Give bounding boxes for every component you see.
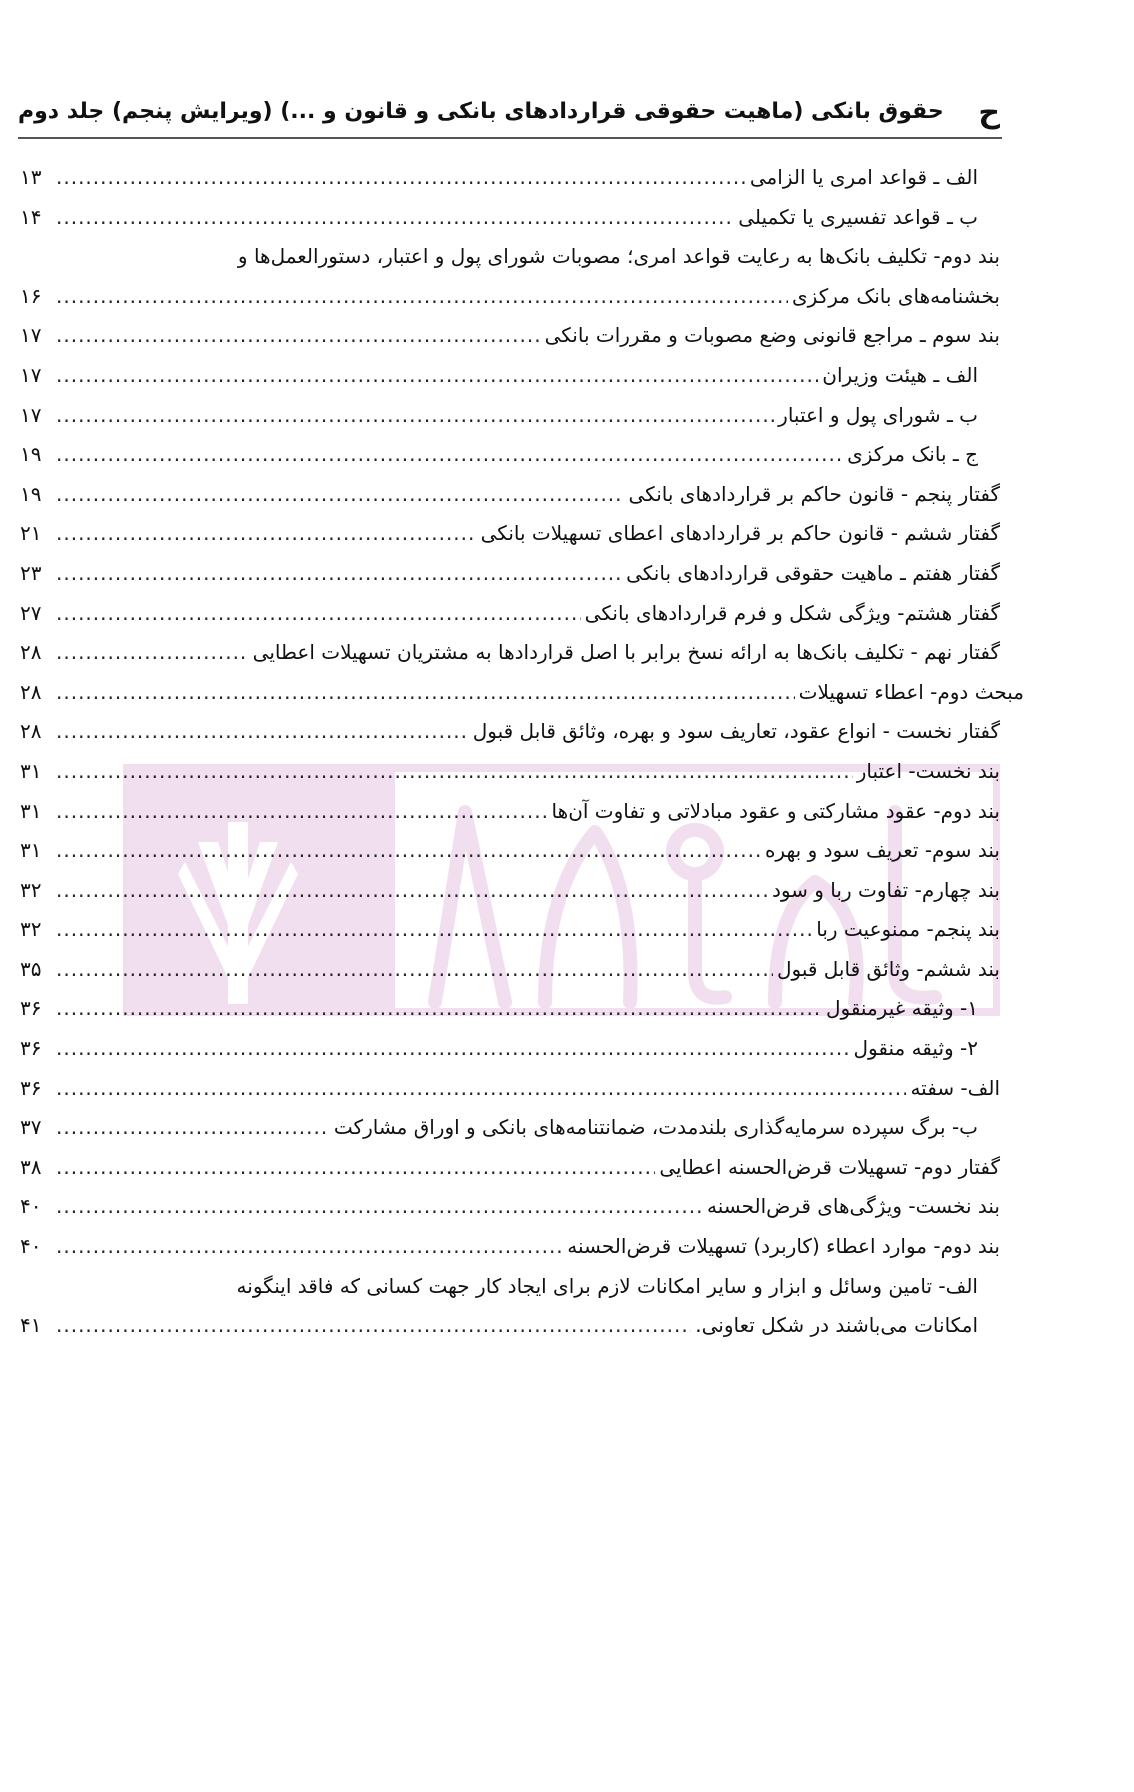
dot-leader <box>56 633 249 673</box>
toc-entry-page: ۱۳ <box>20 165 42 189</box>
toc-entry-title: بند دوم- تکلیف بانک‌ها به رعایت قواعد امری؛ مصوبات شورای پول و اعتبار، دستورالعمل‌ها و <box>237 244 1000 269</box>
toc-entry-title: ب- برگ سپرده سرمایه‌گذاری بلندمدت، ضمانتنامه‌های بانکی و اوراق مشارکت <box>333 1115 978 1140</box>
toc-entry[interactable] <box>20 989 1000 1029</box>
dot-leader <box>56 316 541 356</box>
toc-entry-page: ۱۷ <box>20 402 42 427</box>
toc-entry[interactable] <box>20 514 1000 554</box>
toc-entry-page: ۳۱ <box>20 758 42 783</box>
dot-leader <box>56 1069 906 1109</box>
toc-entry-title: ۲- وثیقه منقول <box>853 1036 978 1061</box>
toc-entry-title: گفتار هشتم- ویژگی شکل و فرم قراردادهای بانکی <box>584 600 1000 625</box>
toc-entry-continued[interactable] <box>20 237 1000 277</box>
toc-entry-title: گفتار هفتم ـ ماهیت حقوقی قراردادهای بانکی <box>626 560 1000 585</box>
dot-leader <box>56 554 622 594</box>
toc-entry[interactable] <box>20 475 1000 515</box>
toc-entry-title: گفتار دوم- تسهیلات قرض‌الحسنه اعطایی <box>659 1154 1000 1179</box>
toc-entry-page: ۴۰ <box>20 1194 42 1219</box>
toc-entry[interactable] <box>20 198 1000 238</box>
toc-entry-title: بخشنامه‌های بانک مرکزی <box>792 283 1000 308</box>
toc-entry-page: ۳۸ <box>20 1154 42 1179</box>
toc-entry[interactable] <box>20 712 1000 752</box>
toc-entry-page: ۳۷ <box>20 1115 42 1140</box>
toc-entry-page: ۳۲ <box>20 877 42 902</box>
toc-entry-page: ۲۸ <box>20 679 42 704</box>
dot-leader <box>56 198 734 238</box>
toc-entry-title: بند دوم- عقود مشارکتی و عقود مبادلاتی و تفاوت آن‌ها <box>551 798 1000 823</box>
toc-entry-title: بند پنجم- ممنوعیت ربا <box>816 917 1000 942</box>
toc-entry[interactable] <box>20 594 1000 634</box>
dot-leader <box>56 673 795 713</box>
toc-entry-title: ج ـ بانک مرکزی <box>847 442 978 467</box>
toc-entry-page: ۲۱ <box>20 521 42 546</box>
dot-leader <box>56 475 624 515</box>
toc-entry-page: ۳۶ <box>20 996 42 1021</box>
dot-leader <box>56 1306 691 1346</box>
toc-entry-title: گفتار ششم - قانون حاکم بر قراردادهای اعطای تسهیلات بانکی <box>480 521 1000 546</box>
toc-entry[interactable] <box>20 1148 1000 1188</box>
toc-entry-title: بند ششم- وثائق قابل قبول <box>776 956 1000 981</box>
dot-leader <box>56 910 812 950</box>
toc-entry[interactable] <box>20 554 1000 594</box>
toc-entry-title: الف- سفته <box>910 1075 1000 1100</box>
dot-leader <box>56 435 843 475</box>
toc-entry-title: گفتار نخست - انواع عقود، تعاریف سود و بهره، وثائق قابل قبول <box>472 719 1000 744</box>
toc-entry-title: الف- تامین وسائل و ابزار و سایر امکانات لازم برای ایجاد کار جهت کسانی که فاقد اینگونه <box>236 1273 978 1298</box>
toc-entry-title: بند سوم- تعریف سود و بهره <box>764 838 1000 863</box>
toc-entry-title: بند نخست- اعتبار <box>856 758 1000 783</box>
toc-entry[interactable] <box>20 752 1000 792</box>
dot-leader <box>56 356 818 396</box>
dot-leader <box>56 831 761 871</box>
toc-entry[interactable] <box>20 831 1000 871</box>
toc-entry-title: امکانات می‌باشند در شکل تعاونی. <box>695 1313 978 1338</box>
dot-leader <box>56 950 773 990</box>
toc-entry-section[interactable] <box>20 673 1024 713</box>
toc-entry-page: ۱۶ <box>20 283 42 308</box>
toc-entry[interactable] <box>20 1069 1000 1109</box>
toc-entry-title: بند چهارم- تفاوت ربا و سود <box>771 877 1000 902</box>
toc-entry-title: ب ـ شورای پول و اعتبار <box>778 402 978 427</box>
toc-entry[interactable] <box>20 871 1000 911</box>
toc-entry-title: گفتار نهم - تکلیف بانک‌ها به ارائه نسخ برابر با اصل قراردادها به مشتریان تسهیلات اعطایی <box>252 640 1000 665</box>
toc-entry-page: ۴۰ <box>20 1234 42 1259</box>
toc-entry-page: ۳۶ <box>20 1036 42 1061</box>
toc-entry-title: بند نخست- ویژگی‌های قرض‌الحسنه <box>706 1194 1000 1219</box>
toc-entry[interactable] <box>20 1029 1000 1069</box>
dot-leader <box>56 1187 703 1227</box>
dot-leader <box>56 752 853 792</box>
toc-entry[interactable] <box>20 158 1000 198</box>
dot-leader <box>56 1148 655 1188</box>
dot-leader <box>56 1227 563 1267</box>
toc-entry[interactable] <box>20 1108 1000 1148</box>
toc-entry-page: ۴۱ <box>20 1313 42 1338</box>
toc-entry-page: ۲۸ <box>20 719 42 744</box>
toc-entry-title: ب ـ قواعد تفسیری یا تکمیلی <box>738 204 978 229</box>
table-of-contents <box>20 158 1024 1346</box>
toc-entry[interactable] <box>20 396 1000 436</box>
toc-entry[interactable] <box>20 792 1000 832</box>
dot-leader <box>56 277 788 317</box>
dot-leader <box>56 594 581 634</box>
toc-entry[interactable] <box>20 435 1000 475</box>
toc-entry-title: الف ـ قواعد امری یا الزامی <box>749 165 978 189</box>
toc-entry[interactable] <box>20 356 1000 396</box>
toc-entry-page: ۱۹ <box>20 481 42 506</box>
dot-leader <box>56 792 548 832</box>
toc-entry-page: ۳۶ <box>20 1075 42 1100</box>
dot-leader <box>56 1029 849 1069</box>
toc-entry-title: گفتار پنجم - قانون حاکم بر قراردادهای بانکی <box>628 481 1000 506</box>
toc-entry-page: ۱۹ <box>20 442 42 467</box>
toc-entry[interactable] <box>20 1306 1000 1346</box>
dot-leader <box>56 514 477 554</box>
toc-entry-title: بند سوم ـ مراجع قانونی وضع مصوبات و مقررات بانکی <box>544 323 1000 348</box>
toc-entry[interactable] <box>20 316 1000 356</box>
page-header <box>18 95 1000 137</box>
dot-leader <box>56 989 822 1029</box>
toc-entry-title: الف ـ هیئت وزیران <box>822 362 978 387</box>
toc-entry-page: ۳۱ <box>20 838 42 863</box>
toc-entry-page: ۲۸ <box>20 640 42 665</box>
toc-entry-page: ۲۷ <box>20 600 42 625</box>
dot-leader <box>56 396 774 436</box>
toc-entry-continued[interactable] <box>20 1267 1000 1307</box>
dot-leader <box>56 712 469 752</box>
toc-entry[interactable] <box>20 277 1000 317</box>
toc-entry-page: ۱۴ <box>20 204 42 229</box>
toc-entry-page: ۱۷ <box>20 362 42 387</box>
dot-leader <box>56 871 768 911</box>
toc-entry[interactable] <box>20 1227 1000 1267</box>
toc-entry-page: ۳۵ <box>20 956 42 981</box>
toc-entry-title: بند دوم- موارد اعطاء (کاربرد) تسهیلات قرض‌الحسنه <box>567 1234 1000 1259</box>
toc-entry[interactable] <box>20 950 1000 990</box>
toc-entry-title: ۱- وثیقه غیرمنقول <box>825 996 978 1021</box>
page-letter: ح <box>978 95 1000 130</box>
toc-entry-page: ۳۲ <box>20 917 42 942</box>
running-title: حقوق بانکی (ماهیت حقوقی قراردادهای بانکی و قانون و ...) (ویرایش پنجم) جلد دوم <box>18 99 944 124</box>
toc-entry-page: ۳۱ <box>20 798 42 823</box>
dot-leader <box>56 1108 330 1148</box>
toc-entry[interactable] <box>20 910 1000 950</box>
toc-entry-title: مبحث دوم- اعطاء تسهیلات <box>798 679 1024 704</box>
dot-leader <box>56 158 746 198</box>
header-divider <box>18 137 1002 139</box>
toc-entry[interactable] <box>20 1187 1000 1227</box>
toc-entry[interactable] <box>20 633 1000 673</box>
toc-entry-page: ۱۷ <box>20 323 42 348</box>
toc-entry-page: ۲۳ <box>20 560 42 585</box>
